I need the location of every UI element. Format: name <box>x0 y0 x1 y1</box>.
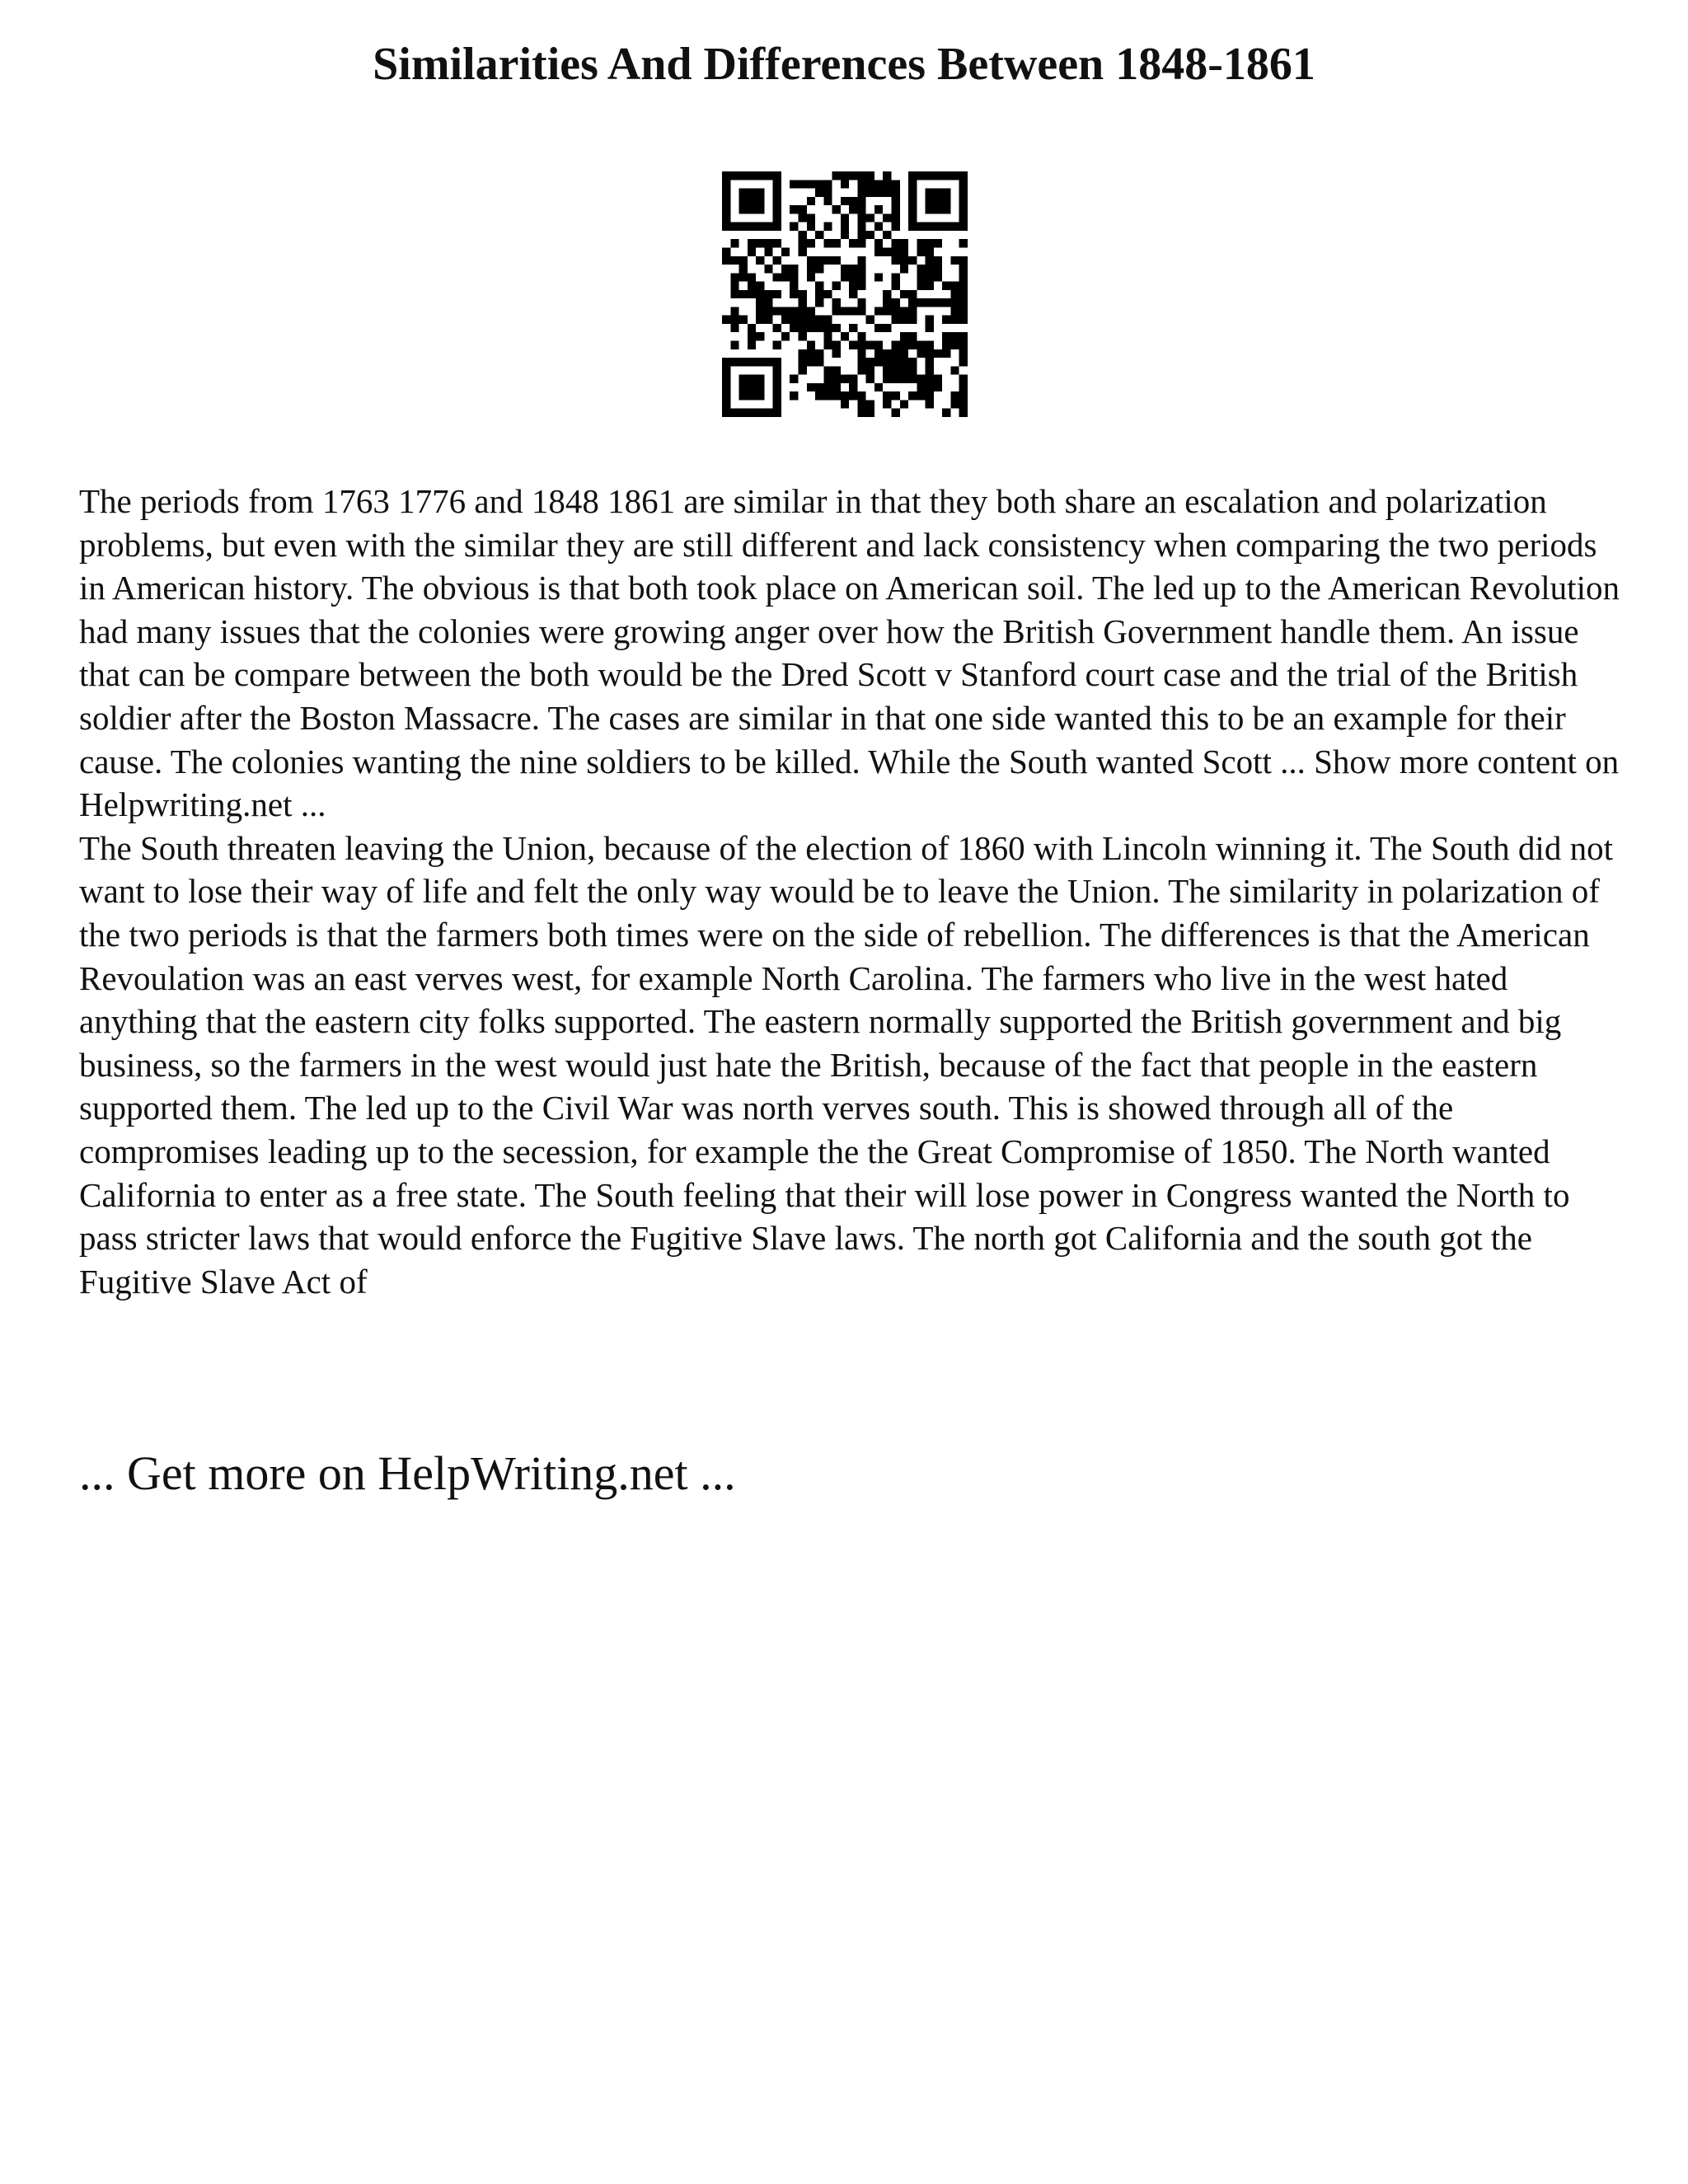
qr-code-icon <box>722 171 968 417</box>
page-title: Similarities And Differences Between 1848-1861 <box>373 39 1315 90</box>
paragraph-2: The South threaten leaving the Union, because of the election of 1860 with Lincoln winning it. The South did not want to lose their way of life and felt the only way would be to leave the Union. The similarity in polarization of the two periods is that the farmers both times were on the side of rebellion. The differences is that the American Revoulation was an east verves west, for example North Carolina. The farmers who live in the west hated anything that the eastern city folks supported. The eastern normally supported the British government and big business, so the farmers in the west would just hate the British, because of the fact that people in the eastern supported them. The led up to the Civil War was north verves south. This is showed through all of the compromises leading up to the secession, for example the the Great Compromise of 1850. The North wanted California to enter as a free state. The South feeling that their will lose power in Congress wanted the North to pass stricter laws that would enforce the Fugitive Slave laws. The north got California and the south got the Fugitive Slave Act of <box>79 828 1613 1301</box>
get-more-link[interactable]: ... Get more on HelpWriting.net ... <box>79 1446 736 1500</box>
paragraph-1: The periods from 1763 1776 and 1848 1861 are similar in that they both share an escalation and polarization problems, but even with the similar they are still different and lack consistency when comparing the two periods in American history. The obvious is that both took place on American soil. The led up to the American Revolution had many issues that the colonies were growing anger over how the British Government handle them. An issue that can be compare between the both would be the Dred Scott v Stanford court case and the trial of the British soldier after the Boston Massacre. The cases are similar in that one side wanted this to be an example for their cause. The colonies wanting the nine soldiers to be killed. While the South wanted Scott ... Show more content on Helpwriting.net ... <box>79 482 1620 824</box>
essay-body <box>79 480 1629 1303</box>
